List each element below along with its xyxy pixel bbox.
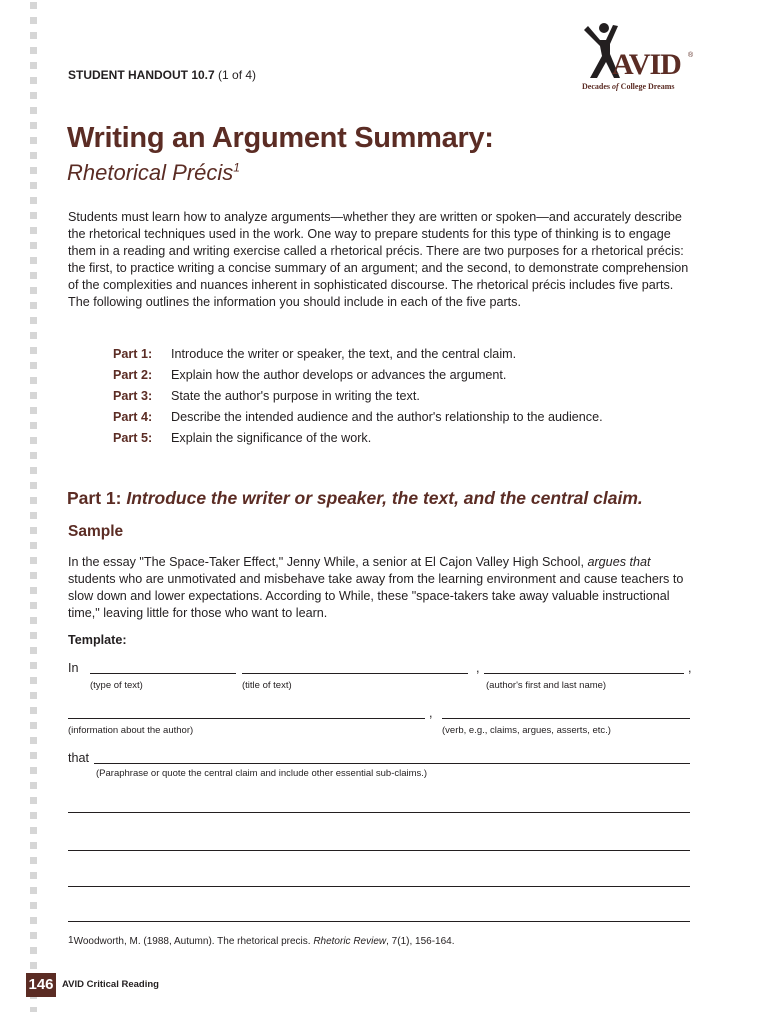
info-author-blank[interactable]: [68, 718, 425, 719]
registered-icon: ®: [688, 52, 694, 59]
footnote-marker: 1: [68, 935, 74, 946]
comma: ,: [476, 661, 480, 675]
book-title: AVID Critical Reading: [62, 979, 159, 990]
handout-number: STUDENT HANDOUT 10.7: [68, 68, 215, 82]
list-item: Part 3: State the author's purpose in writing the text.: [113, 389, 420, 403]
verb-blank[interactable]: [442, 718, 690, 719]
comma: ,: [429, 706, 433, 720]
parts-list: [113, 344, 603, 449]
writing-line[interactable]: [68, 886, 690, 887]
author-name-caption: (author's first and last name): [486, 680, 607, 691]
avid-tagline: Decades of College Dreams: [582, 82, 675, 91]
comma: ,: [688, 661, 692, 675]
writing-line[interactable]: [68, 921, 690, 922]
handout-pages: (1 of 4): [218, 68, 257, 82]
writing-line[interactable]: [68, 850, 690, 851]
template-in-label: In: [68, 661, 79, 675]
list-item: Part 2: Explain how the author develops or advances the argument.: [113, 368, 507, 382]
avid-wordmark: AVID: [612, 48, 681, 81]
verb-caption: (verb, e.g., claims, argues, asserts, etc.): [442, 725, 611, 736]
section-heading: Part 1: Introduce the writer or speaker, the text, and the central claim.: [67, 488, 643, 508]
author-name-blank[interactable]: [484, 673, 684, 674]
handout-label: [68, 68, 256, 82]
page-title: Writing an Argument Summary:: [67, 122, 494, 154]
template-heading: Template:: [68, 633, 127, 647]
title-of-text-caption: (title of text): [242, 680, 292, 691]
info-author-caption: (information about the author): [68, 725, 194, 736]
footnote: $^1$Woodworth, M. (1988, Autumn). The rhetorical precis. Rhetoric Review, 7(1), 156-164.: [68, 935, 455, 947]
template-that-label: that: [68, 751, 90, 765]
type-of-text-caption: (type of text): [90, 680, 143, 691]
footnote-ref: 1: [233, 160, 240, 175]
page-number: 146: [26, 973, 56, 997]
list-item: Part 1: Introduce the writer or speaker, the text, and the central claim.: [113, 347, 517, 361]
avid-logo: [580, 22, 698, 94]
binder-dots: [30, 2, 42, 1012]
intro-paragraph: Students must learn how to analyze arguments—whether they are written or spoken—and accurately describe the rhetorical techniques used in the work. One way to prepare students for this type of thinking is to engage them in a reading and writing exercise called a rhetorical précis. There are two purposes for a rhetorical précis: the first, to practice writing a concise summary of an argument; and the second, to demonstrate comprehension of the complexities and nuances inherent in sophisticated discourse. The rhetorical précis includes five parts. The following outlines the information you should include in each of the five parts.: [68, 210, 689, 309]
type-of-text-blank[interactable]: [90, 673, 236, 674]
list-item: Part 5: Explain the significance of the work.: [113, 431, 372, 445]
writing-line[interactable]: [68, 812, 690, 813]
paraphrase-caption: (Paraphrase or quote the central claim and include other essential sub-claims.): [96, 768, 428, 779]
central-claim-blank[interactable]: [94, 763, 690, 764]
sample-paragraph: In the essay "The Space-Taker Effect," Jenny While, a senior at El Cajon Valley High School, argues that students who are unmotivated and misbehave take away from the learning environment and cause teachers to slow down and lower expectations. According to While, these "space-takers take away valuable instructional time," leaving little for those who want to learn.: [68, 555, 684, 620]
page-subtitle: Rhetorical Précis$^1$: [67, 160, 240, 185]
sample-heading: Sample: [68, 523, 124, 540]
list-item: Part 4: Describe the intended audience and the author's relationship to the audience.: [113, 410, 603, 424]
title-of-text-blank[interactable]: [242, 673, 468, 674]
